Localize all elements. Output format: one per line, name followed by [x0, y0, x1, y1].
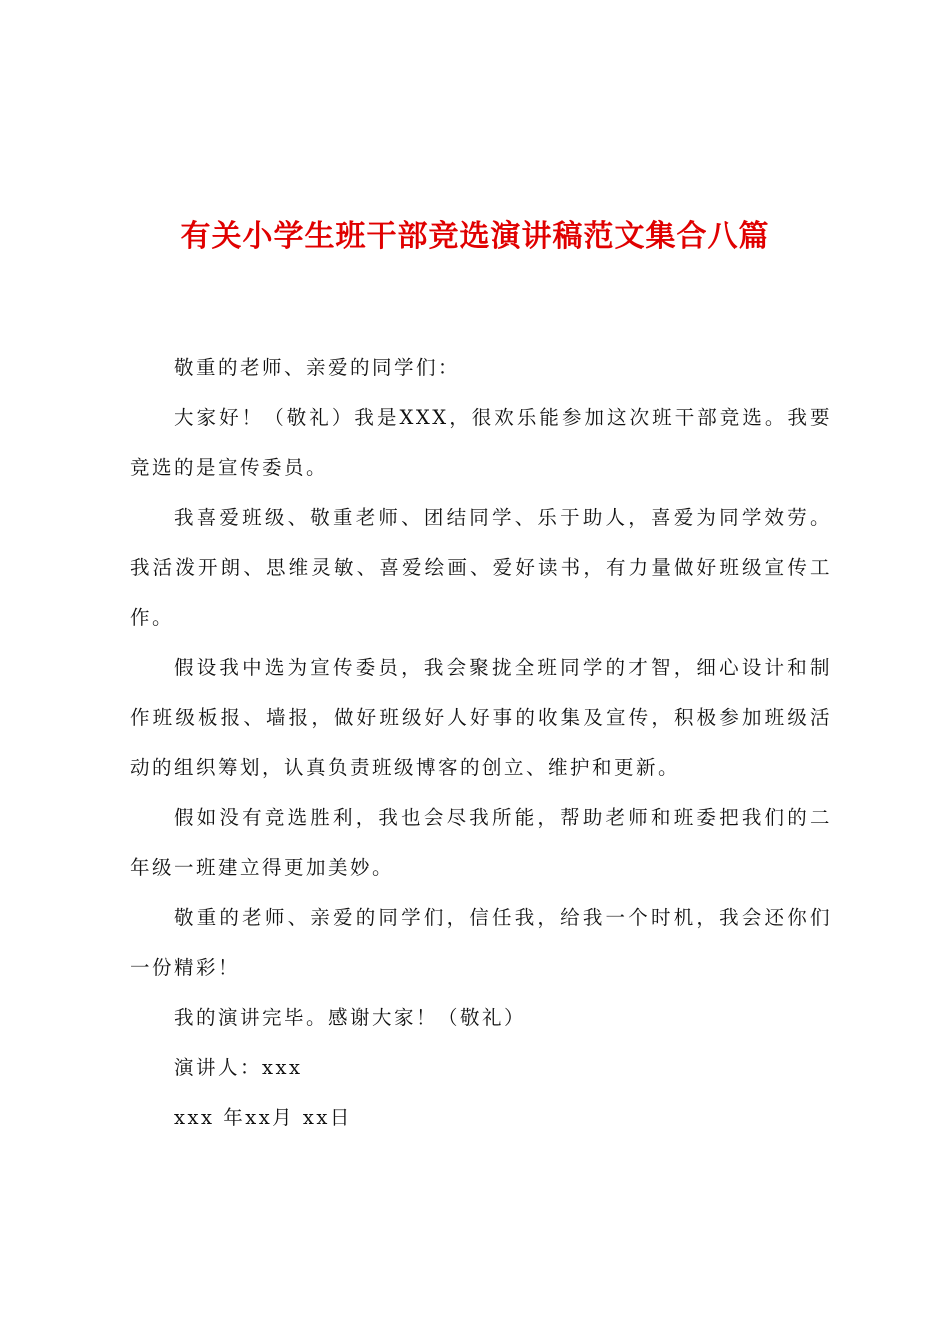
greeting-paragraph: 大家好！（敬礼）我是XXX，很欢乐能参加这次班干部竞选。我要竞选的是宣传委员。 [130, 406, 832, 479]
self-description-paragraph: 我喜爱班级、敬重老师、团结同学、乐于助人，喜爱为同学效劳。我活泼开朗、思维灵敏、喜爱绘画、爱好读书，有力量做好班级宣传工作。 [130, 506, 832, 629]
fallback-paragraph: 假如没有竞选胜利，我也会尽我所能，帮助老师和班委把我们的二年级一班建立得更加美妙。 [130, 806, 832, 879]
document-title: 有关小学生班干部竞选演讲稿范文集合八篇 [180, 219, 770, 254]
salutation-paragraph: 敬重的老师、亲爱的同学们： [174, 356, 461, 379]
plan-paragraph: 假设我中选为宣传委员，我会聚拢全班同学的才智，细心设计和制作班级板报、墙报，做好班级好人好事的收集及宣传，积极参加班级活动的组织筹划，认真负责班级博客的创立、维护和更新。 [130, 656, 832, 779]
closing-paragraph: 我的演讲完毕。感谢大家！（敬礼） [174, 1006, 527, 1029]
date-line: xxx 年xx月 xx日 [174, 1106, 352, 1129]
appeal-paragraph: 敬重的老师、亲爱的同学们，信任我，给我一个时机，我会还你们一份精彩！ [130, 906, 832, 979]
speaker-line: 演讲人：xxx [174, 1056, 303, 1079]
document-body [130, 343, 832, 1143]
